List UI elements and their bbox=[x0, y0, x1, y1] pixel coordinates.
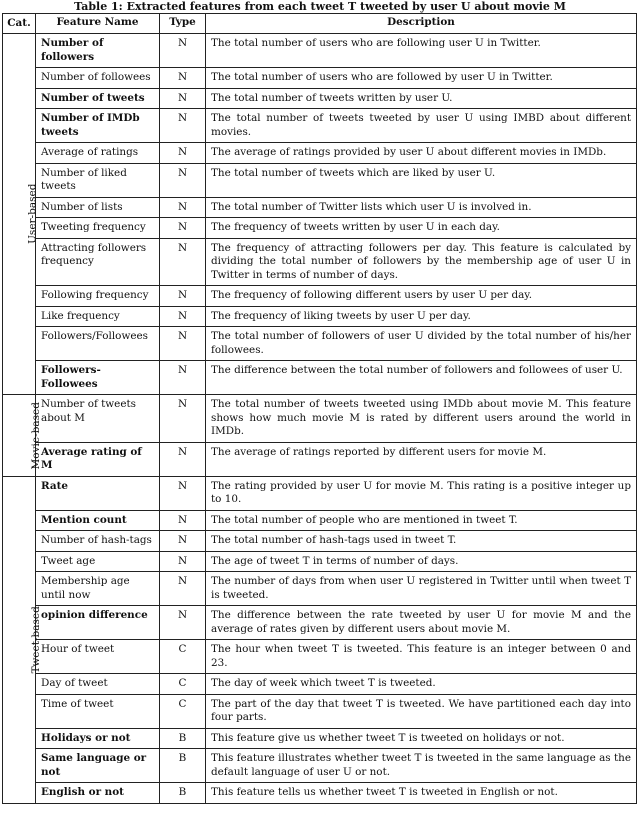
feature-name: Followers-Followees bbox=[36, 361, 160, 395]
table-row bbox=[3, 551, 637, 572]
table-row bbox=[3, 694, 637, 728]
feature-name: Membership age until now bbox=[36, 572, 160, 606]
table-row bbox=[3, 143, 637, 164]
header-description: Description bbox=[206, 14, 637, 34]
feature-name: Average rating of M bbox=[36, 442, 160, 476]
table-row bbox=[3, 476, 637, 510]
table-row bbox=[3, 395, 637, 443]
feature-type: N bbox=[160, 395, 206, 443]
table-body bbox=[3, 34, 637, 804]
feature-description: The difference between the total number of followers and followees of user U. bbox=[206, 361, 637, 395]
feature-name: opinion difference bbox=[36, 606, 160, 640]
feature-type: C bbox=[160, 640, 206, 674]
feature-type: N bbox=[160, 197, 206, 218]
feature-name: Tweeting frequency bbox=[36, 218, 160, 239]
feature-name: Number of followers bbox=[36, 34, 160, 68]
feature-type: N bbox=[160, 361, 206, 395]
feature-name: Followers/Followees bbox=[36, 327, 160, 361]
feature-type: C bbox=[160, 674, 206, 695]
feature-name: Day of tweet bbox=[36, 674, 160, 695]
feature-type: N bbox=[160, 68, 206, 89]
feature-type: N bbox=[160, 163, 206, 197]
feature-description: The total number of tweets tweeted using IMDb about movie M. This feature shows how much movie M is rated by different users around the world in IMDb. bbox=[206, 395, 637, 443]
feature-type: N bbox=[160, 286, 206, 307]
feature-type: N bbox=[160, 476, 206, 510]
table-row bbox=[3, 197, 637, 218]
features-table bbox=[2, 13, 637, 804]
feature-description: The rating provided by user U for movie M. This rating is a positive integer up to 10. bbox=[206, 476, 637, 510]
table-row bbox=[3, 674, 637, 695]
feature-type: N bbox=[160, 109, 206, 143]
feature-description: The total number of users who are following user U in Twitter. bbox=[206, 34, 637, 68]
table-row bbox=[3, 606, 637, 640]
feature-description: The total number of followers of user U divided by the total number of his/her followees. bbox=[206, 327, 637, 361]
feature-description: The total number of tweets which are liked by user U. bbox=[206, 163, 637, 197]
feature-description: This feature illustrates whether tweet T is tweeted in the same language as the default language of user U or not. bbox=[206, 749, 637, 783]
table-row bbox=[3, 68, 637, 89]
feature-type: N bbox=[160, 551, 206, 572]
feature-description: The total number of hash-tags used in tweet T. bbox=[206, 531, 637, 552]
feature-type: N bbox=[160, 510, 206, 531]
feature-type: B bbox=[160, 783, 206, 804]
table-row bbox=[3, 218, 637, 239]
table-row bbox=[3, 238, 637, 286]
feature-name: Time of tweet bbox=[36, 694, 160, 728]
feature-name: Hour of tweet bbox=[36, 640, 160, 674]
table-row bbox=[3, 783, 637, 804]
feature-description: The day of week which tweet T is tweeted. bbox=[206, 674, 637, 695]
feature-description: This feature tells us whether tweet T is tweeted in English or not. bbox=[206, 783, 637, 804]
feature-type: B bbox=[160, 728, 206, 749]
feature-type: C bbox=[160, 694, 206, 728]
feature-description: The total number of people who are mentioned in tweet T. bbox=[206, 510, 637, 531]
feature-type: N bbox=[160, 442, 206, 476]
feature-name: Same language or not bbox=[36, 749, 160, 783]
table-caption: Table 1: Extracted features from each tweet T tweeted by user U about movie M bbox=[74, 0, 566, 13]
table-row bbox=[3, 510, 637, 531]
feature-name: Number of tweets about M bbox=[36, 395, 160, 443]
category-label: Tweet-based bbox=[29, 605, 42, 674]
feature-type: N bbox=[160, 218, 206, 239]
feature-description: The total number of users who are followed by user U in Twitter. bbox=[206, 68, 637, 89]
feature-name: Like frequency bbox=[36, 306, 160, 327]
table-row bbox=[3, 361, 637, 395]
feature-type: N bbox=[160, 531, 206, 552]
feature-name: Tweet age bbox=[36, 551, 160, 572]
feature-type: N bbox=[160, 606, 206, 640]
feature-name: Number of lists bbox=[36, 197, 160, 218]
category-cell bbox=[3, 34, 39, 395]
feature-description: The total number of Twitter lists which user U is involved in. bbox=[206, 197, 637, 218]
feature-name: Holidays or not bbox=[36, 728, 160, 749]
feature-name: Number of liked tweets bbox=[36, 163, 160, 197]
table-row bbox=[3, 531, 637, 552]
table-row bbox=[3, 640, 637, 674]
category-cell bbox=[3, 395, 42, 477]
feature-name: Attracting followers frequency bbox=[36, 238, 160, 286]
table-row bbox=[3, 109, 637, 143]
table-row bbox=[3, 286, 637, 307]
table-row bbox=[3, 728, 637, 749]
header-category: Cat. bbox=[3, 14, 36, 34]
table-row bbox=[3, 442, 637, 476]
feature-description: The hour when tweet T is tweeted. This feature is an integer between 0 and 23. bbox=[206, 640, 637, 674]
feature-description: The number of days from when user U registered in Twitter until when tweet T is tweeted. bbox=[206, 572, 637, 606]
feature-description: The frequency of following different users by user U per day. bbox=[206, 286, 637, 307]
feature-description: This feature give us whether tweet T is tweeted on holidays or not. bbox=[206, 728, 637, 749]
feature-name: English or not bbox=[36, 783, 160, 804]
feature-description: The age of tweet T in terms of number of days. bbox=[206, 551, 637, 572]
feature-name: Following frequency bbox=[36, 286, 160, 307]
feature-name: Rate bbox=[36, 476, 160, 510]
feature-description: The total number of tweets written by user U. bbox=[206, 88, 637, 109]
feature-type: N bbox=[160, 143, 206, 164]
feature-type: B bbox=[160, 749, 206, 783]
feature-type: N bbox=[160, 88, 206, 109]
table-row bbox=[3, 749, 637, 783]
table-row bbox=[3, 327, 637, 361]
feature-description: The frequency of tweets written by user U in each day. bbox=[206, 218, 637, 239]
feature-description: The total number of tweets tweeted by user U using IMBD about different movies. bbox=[206, 109, 637, 143]
feature-name: Mention count bbox=[36, 510, 160, 531]
feature-description: The frequency of attracting followers per day. This feature is calculated by dividing the total number of followers by the membership age of user U in Twitter in terms of number of days. bbox=[206, 238, 637, 286]
feature-description: The part of the day that tweet T is tweeted. We have partitioned each day into four parts. bbox=[206, 694, 637, 728]
feature-type: N bbox=[160, 34, 206, 68]
feature-type: N bbox=[160, 327, 206, 361]
category-cell bbox=[3, 476, 42, 803]
feature-name: Number of followees bbox=[36, 68, 160, 89]
table-row bbox=[3, 163, 637, 197]
feature-name: Average of ratings bbox=[36, 143, 160, 164]
feature-type: N bbox=[160, 238, 206, 286]
feature-description: The average of ratings provided by user U about different movies in IMDb. bbox=[206, 143, 637, 164]
feature-name: Number of IMDb tweets bbox=[36, 109, 160, 143]
category-label: User-based bbox=[26, 183, 39, 245]
feature-type: N bbox=[160, 572, 206, 606]
header-type: Type bbox=[160, 14, 206, 34]
table-row bbox=[3, 306, 637, 327]
feature-description: The average of ratings reported by different users for movie M. bbox=[206, 442, 637, 476]
feature-description: The frequency of liking tweets by user U per day. bbox=[206, 306, 637, 327]
feature-type: N bbox=[160, 306, 206, 327]
feature-name: Number of hash-tags bbox=[36, 531, 160, 552]
header-row bbox=[3, 14, 637, 34]
header-feature-name: Feature Name bbox=[36, 14, 160, 34]
feature-description: The difference between the rate tweeted by user U for movie M and the average of rates given by different users about movie M. bbox=[206, 606, 637, 640]
feature-name: Number of tweets bbox=[36, 88, 160, 109]
table-row bbox=[3, 34, 637, 68]
table-row bbox=[3, 88, 637, 109]
table-row bbox=[3, 572, 637, 606]
category-label: Movie-based bbox=[29, 401, 42, 469]
